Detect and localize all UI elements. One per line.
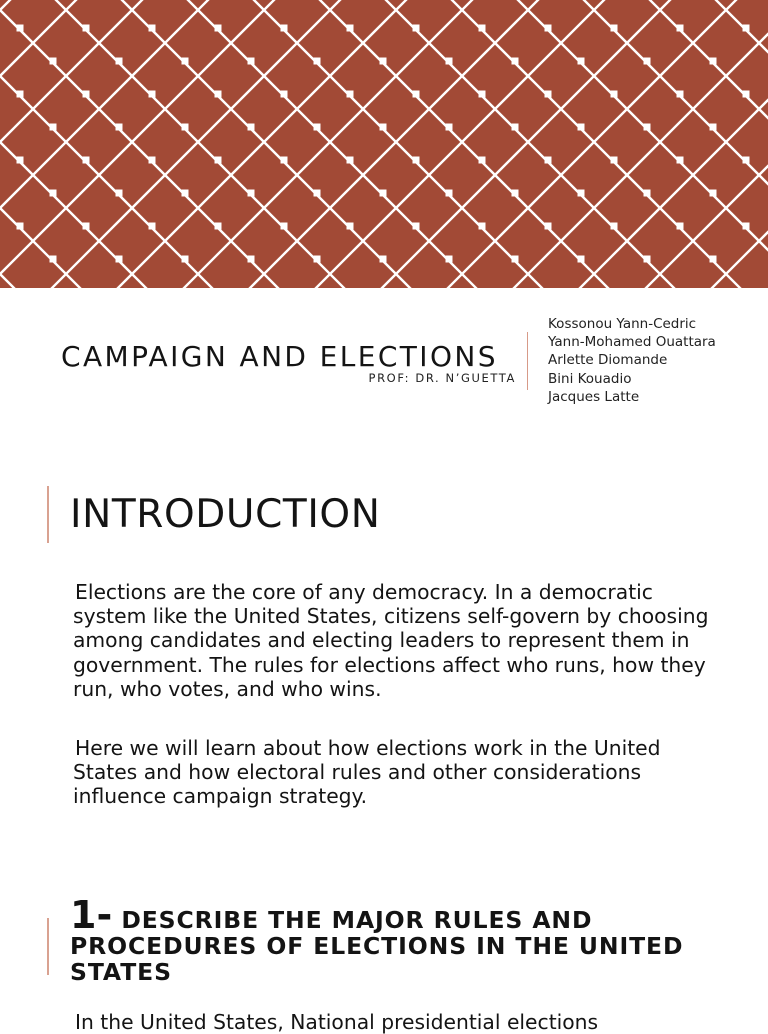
pattern-square bbox=[182, 124, 189, 131]
pattern-square bbox=[479, 223, 486, 230]
pattern-square bbox=[50, 58, 57, 65]
pattern-square bbox=[281, 25, 288, 32]
pattern-square bbox=[248, 58, 255, 65]
pattern-square bbox=[644, 58, 651, 65]
pattern-square bbox=[281, 157, 288, 164]
pattern-square bbox=[479, 91, 486, 98]
pattern-square bbox=[380, 256, 387, 263]
pattern-square bbox=[83, 91, 90, 98]
section-heading-text: DESCRIBE THE MAJOR RULES AND PROCEDURES OF ELECTIONS IN THE UNITED STATES bbox=[70, 906, 684, 986]
pattern-square bbox=[545, 25, 552, 32]
pattern-square bbox=[314, 190, 321, 197]
pattern-square bbox=[710, 256, 717, 263]
pattern-square bbox=[446, 124, 453, 131]
pattern-square bbox=[710, 190, 717, 197]
pattern-square bbox=[413, 157, 420, 164]
pattern-square bbox=[512, 58, 519, 65]
section-1-first-line: In the United States, National presidential elections bbox=[75, 1010, 599, 1034]
title-divider bbox=[527, 332, 528, 390]
author-name: Arlette Diomande bbox=[548, 352, 668, 369]
pattern-square bbox=[215, 25, 222, 32]
pattern-square bbox=[413, 25, 420, 32]
pattern-square bbox=[182, 58, 189, 65]
author-name: Yann-Mohamed Ouattara bbox=[548, 334, 716, 351]
pattern-line bbox=[0, 0, 168, 288]
pattern-line bbox=[0, 0, 300, 288]
pattern-square bbox=[17, 25, 24, 32]
pattern-square bbox=[413, 91, 420, 98]
intro-accent-bar bbox=[47, 486, 49, 543]
author-name: Bini Kouadio bbox=[548, 370, 632, 387]
author-list bbox=[548, 315, 716, 406]
pattern-square bbox=[215, 91, 222, 98]
pattern-square bbox=[743, 91, 750, 98]
pattern-square bbox=[710, 58, 717, 65]
pattern-square bbox=[743, 25, 750, 32]
pattern-square bbox=[578, 256, 585, 263]
pattern-square bbox=[215, 157, 222, 164]
pattern-square bbox=[710, 124, 717, 131]
pattern-square bbox=[347, 157, 354, 164]
pattern-square bbox=[83, 223, 90, 230]
pattern-square bbox=[347, 91, 354, 98]
pattern-square bbox=[347, 25, 354, 32]
pattern-line bbox=[0, 0, 102, 288]
pattern-square bbox=[512, 124, 519, 131]
pattern-square bbox=[83, 157, 90, 164]
pattern-square bbox=[314, 256, 321, 263]
pattern-square bbox=[446, 256, 453, 263]
section-number: 1- bbox=[70, 893, 113, 937]
professor-label: PROF: DR. N’GUETTA bbox=[368, 371, 516, 385]
pattern-square bbox=[347, 223, 354, 230]
pattern-line bbox=[574, 0, 768, 288]
pattern-square bbox=[182, 256, 189, 263]
pattern-square bbox=[578, 190, 585, 197]
pattern-square bbox=[314, 58, 321, 65]
pattern-square bbox=[611, 157, 618, 164]
pattern-square bbox=[578, 58, 585, 65]
pattern-square bbox=[50, 256, 57, 263]
pattern-square bbox=[380, 124, 387, 131]
pattern-square bbox=[50, 190, 57, 197]
pattern-square bbox=[248, 190, 255, 197]
pattern-square bbox=[17, 91, 24, 98]
pattern-line bbox=[0, 0, 86, 288]
pattern-square bbox=[116, 256, 123, 263]
pattern-square bbox=[644, 256, 651, 263]
intro-paragraph-1: Elections are the core of any democracy. In a democratic system like the United States, citizens self-govern by choosing among candidates and electing leaders to represent them in government. The rules for elections affect who runs, how they run, who votes, and who wins. bbox=[73, 580, 709, 701]
pattern-square bbox=[479, 157, 486, 164]
decorative-pattern-banner bbox=[0, 0, 768, 288]
pattern-square bbox=[380, 190, 387, 197]
pattern-square bbox=[83, 25, 90, 32]
pattern-square bbox=[545, 91, 552, 98]
pattern-square bbox=[281, 91, 288, 98]
pattern-square bbox=[512, 256, 519, 263]
pattern-square bbox=[446, 190, 453, 197]
introduction-heading: INTRODUCTION bbox=[70, 492, 381, 537]
pattern-square bbox=[743, 223, 750, 230]
pattern-square bbox=[17, 157, 24, 164]
pattern-square bbox=[116, 190, 123, 197]
pattern-square bbox=[149, 25, 156, 32]
section-1-heading bbox=[70, 893, 710, 986]
pattern-square bbox=[611, 91, 618, 98]
author-name: Kossonou Yann-Cedric bbox=[548, 316, 697, 332]
pattern-square bbox=[677, 223, 684, 230]
pattern-square bbox=[413, 223, 420, 230]
pattern-square bbox=[248, 124, 255, 131]
pattern-square bbox=[545, 157, 552, 164]
pattern-square bbox=[17, 223, 24, 230]
section-accent-bar bbox=[47, 918, 49, 975]
pattern-square bbox=[446, 58, 453, 65]
pattern-square bbox=[182, 190, 189, 197]
pattern-square bbox=[611, 223, 618, 230]
pattern-square bbox=[578, 124, 585, 131]
pattern-square bbox=[149, 157, 156, 164]
pattern-square bbox=[644, 190, 651, 197]
pattern-square bbox=[380, 58, 387, 65]
pattern-square bbox=[677, 91, 684, 98]
pattern-line bbox=[0, 0, 284, 288]
pattern-square bbox=[611, 25, 618, 32]
pattern-square bbox=[743, 157, 750, 164]
pattern-square bbox=[149, 223, 156, 230]
intro-paragraph-2: Here we will learn about how elections work in the United States and how electoral rules and other considerations influence campaign strategy. bbox=[73, 736, 661, 809]
author-name: Jacques Latte bbox=[548, 388, 640, 405]
pattern-square bbox=[116, 124, 123, 131]
pattern-square bbox=[677, 25, 684, 32]
pattern-square bbox=[50, 124, 57, 131]
pattern-square bbox=[149, 91, 156, 98]
pattern-square bbox=[116, 58, 123, 65]
pattern-square bbox=[215, 223, 222, 230]
pattern-square bbox=[281, 223, 288, 230]
pattern-square bbox=[479, 25, 486, 32]
pattern-square bbox=[512, 190, 519, 197]
pattern-square bbox=[248, 256, 255, 263]
page-title: CAMPAIGN AND ELECTIONS bbox=[61, 340, 498, 373]
diamond-pattern-graphic bbox=[0, 0, 768, 288]
pattern-square bbox=[677, 157, 684, 164]
pattern-square bbox=[314, 124, 321, 131]
pattern-square bbox=[644, 124, 651, 131]
pattern-square bbox=[545, 223, 552, 230]
